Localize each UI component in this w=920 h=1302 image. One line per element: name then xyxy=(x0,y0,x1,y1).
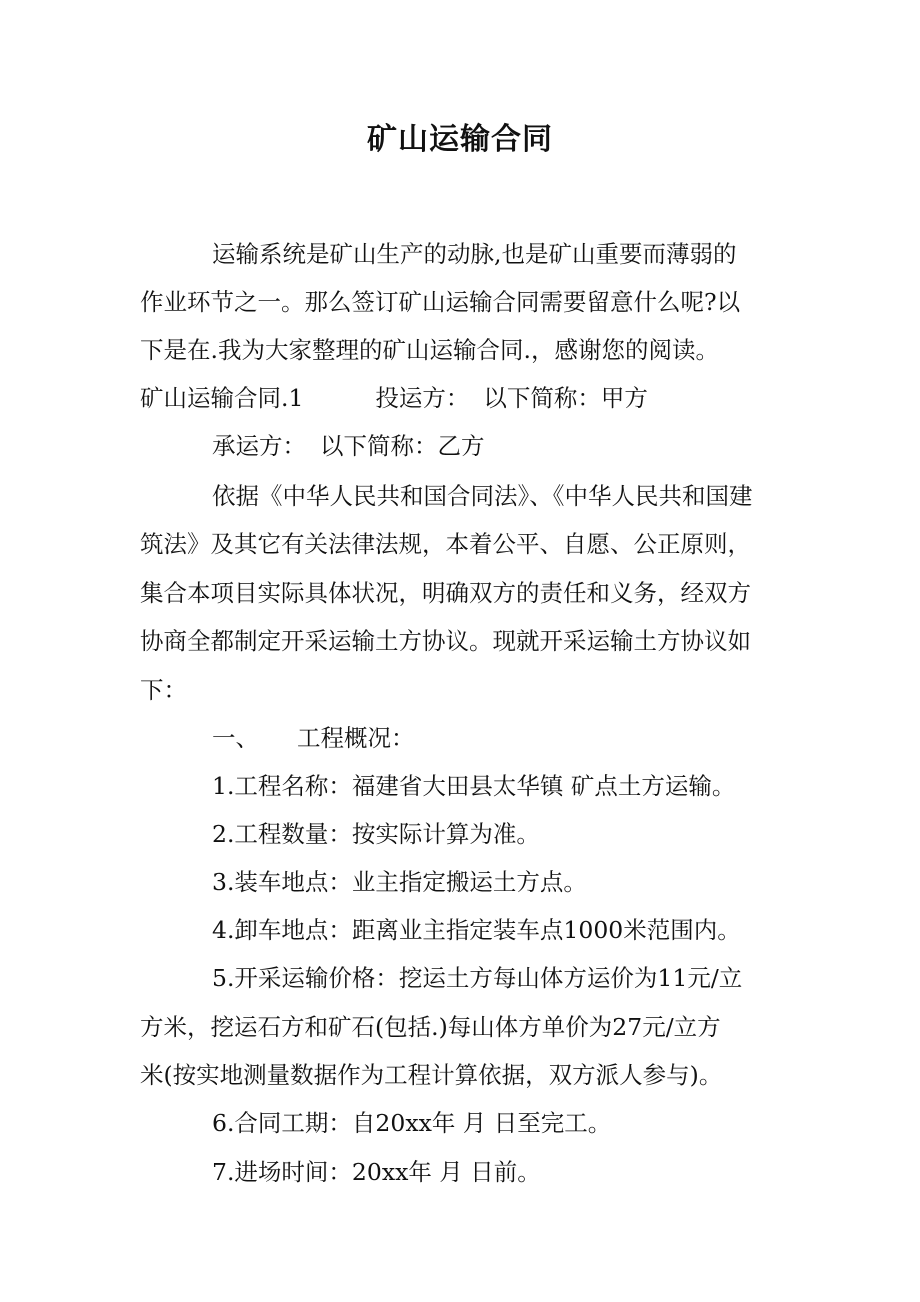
party-a-label: 投运方： xyxy=(375,384,470,412)
document-title: 矿山运输合同 xyxy=(367,122,553,157)
basis-line-5: 下： xyxy=(140,676,187,704)
intro-line-1: 运输系统是矿山生产的动脉,也是矿山重要而薄弱的 xyxy=(212,240,737,268)
basis-line-1: 依据《中华人民共和国合同法》、《中华人民共和国建 xyxy=(212,482,753,510)
party-a-alias: 以下简称：甲方 xyxy=(483,384,648,412)
section-one-heading xyxy=(212,718,415,758)
item-price-line-3: 米(按实地测量数据作为工程计算依据，双方派人参与)。 xyxy=(140,1061,723,1089)
party-b-alias: 以下简称：乙方 xyxy=(320,432,485,460)
contract-heading-line xyxy=(140,378,648,418)
item-price-line-1: 5.开采运输价格：挖运土方每山体方运价为11元/立 xyxy=(212,964,743,992)
item-project-name: 1.工程名称：福建省大田县太华镇 矿点土方运输。 xyxy=(212,772,736,800)
item-project-quantity: 2.工程数量：按实际计算为准。 xyxy=(212,820,540,848)
section-one-title: 工程概况： xyxy=(297,724,415,752)
item-contract-period: 6.合同工期：自20xx年 月 日至完工。 xyxy=(212,1109,612,1137)
party-b-line xyxy=(212,426,485,466)
party-b-label: 承运方： xyxy=(212,432,306,460)
intro-line-2: 作业环节之一。那么签订矿山运输合同需要留意什么呢?以 xyxy=(140,288,741,316)
intro-line-3: 下是在.我为大家整理的矿山运输合同.，感谢您的阅读。 xyxy=(140,336,719,364)
item-loading-site: 3.装车地点：业主指定搬运土方点。 xyxy=(212,868,587,896)
item-unloading-site: 4.卸车地点：距离业主指定装车点1000米范围内。 xyxy=(212,916,741,944)
item-price-line-2: 方米，挖运石方和矿石(包括.)每山体方单价为27元/立方 xyxy=(140,1013,721,1041)
basis-line-2: 筑法》及其它有关法律法规，本着公平、自愿、公正原则， xyxy=(140,530,751,558)
basis-line-3: 集合本项目实际具体状况，明确双方的责任和义务，经双方 xyxy=(140,579,751,607)
basis-line-4: 协商全都制定开采运输土方协议。现就开采运输土方协议如 xyxy=(140,627,751,655)
section-one-number: 一、 xyxy=(212,724,259,752)
item-entry-time: 7.进场时间：20xx年 月 日前。 xyxy=(212,1158,541,1186)
contract-heading: 矿山运输合同.1 xyxy=(140,384,304,412)
